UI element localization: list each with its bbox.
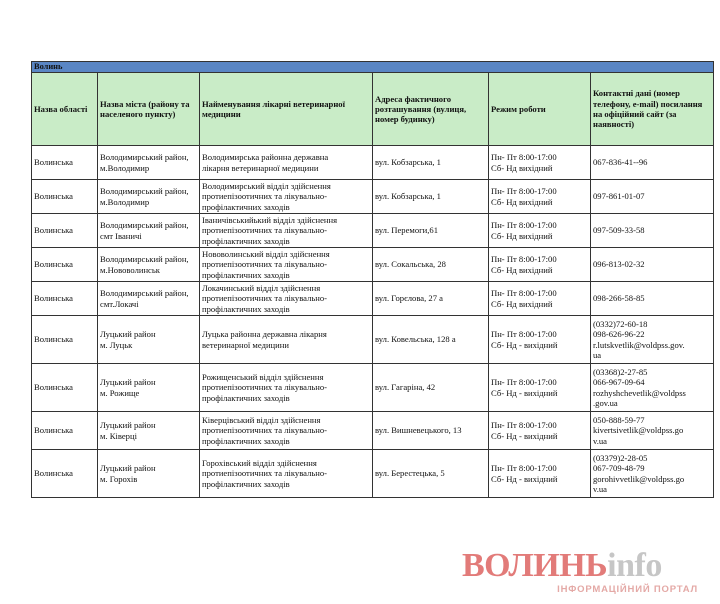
cell-line: r.lutskvetlik@voldpss.gov. [593,339,685,350]
header-hospital-name: Найменування лікарні ветеринарної медицини [200,73,373,146]
cell-line: смт.Локачі [100,298,139,309]
cell-line: Сб- Нд - вихідний [491,473,558,484]
contacts-cell [591,180,714,214]
hospital-name-cell [200,316,373,364]
table-row [32,364,714,412]
header-oblast: Назва області [32,73,98,146]
city-cell [98,282,200,316]
oblast-cell: Волинська [32,282,98,316]
cell-line: профілактичних заходів [202,235,290,246]
hospital-name-cell [200,282,373,316]
table-row [32,248,714,282]
oblast-cell: Волинська [32,364,98,412]
cell-line: Володимирський відділ здійснення [202,181,331,192]
cell-line: Пн- Пт 8:00-17:00 [491,463,557,474]
cell-line: Луцький район [100,420,156,431]
header-address: Адреса фактичного розташування (вулиця, номер будинку) [373,73,489,146]
cell-line: Пн- Пт 8:00-17:00 [491,377,557,388]
cell-line: м.Нововолинськ [100,264,160,275]
watermark-tagline: ІНФОРМАЦІЙНИЙ ПОРТАЛ [557,584,698,595]
cell-line: 097-509-33-58 [593,225,645,236]
oblast-cell: Волинська [32,214,98,248]
city-cell [98,248,200,282]
cell-line: профілактичних заходів [202,392,290,403]
cell-line: м.Володимир [100,162,150,173]
city-cell [98,364,200,412]
cell-line: м. Ківерці [100,430,137,441]
hospital-name-cell [200,450,373,498]
hospital-name-cell [200,146,373,180]
work-hours-cell [489,248,591,282]
cell-line: Нововолинський відділ здійснення [202,249,330,260]
work-hours-cell [489,180,591,214]
work-hours-cell [489,450,591,498]
contacts-cell [591,450,714,498]
cell-line: Пн- Пт 8:00-17:00 [491,220,557,231]
table-row [32,450,714,498]
cell-line: 067-836-41--96 [593,157,648,168]
cell-line: Сб- Нд вихідний [491,298,553,309]
veterinary-hospitals-table [31,61,714,498]
hospital-name-cell [200,364,373,412]
oblast-cell: Волинська [32,248,98,282]
address-cell: вул. Перемоги,61 [373,214,489,248]
hospital-name-cell [200,180,373,214]
volyn-info-watermark [462,548,712,598]
hospital-name-cell [200,214,373,248]
header-row [32,73,714,146]
cell-line: 066-967-09-64 [593,377,645,388]
oblast-cell: Волинська [32,412,98,450]
hospital-name-cell [200,412,373,450]
cell-line: Володимирська районна державна [202,152,329,163]
cell-line: Володимирський район, [100,152,189,163]
cell-line: протиепізоотичних та лікувально- [202,382,328,393]
table-body [32,146,714,498]
contacts-cell [591,214,714,248]
city-cell [98,180,200,214]
region-title-row [32,62,714,73]
cell-line: v.ua [593,483,607,494]
cell-line: 098-266-58-85 [593,293,645,304]
cell-line: протиепізоотичних та лікувально- [202,225,328,236]
cell-line: Луцький район [100,463,156,474]
hospital-name-cell [200,248,373,282]
cell-line: rozhyshchevetlik@voldpss [593,387,686,398]
watermark-logo-part2: info [607,547,662,584]
cell-line: 096-813-02-32 [593,259,645,270]
region-title: Волинь [32,62,714,73]
address-cell: вул. Ковельська, 128 а [373,316,489,364]
cell-line: Сб- Нд - вихідний [491,387,558,398]
cell-line: профілактичних заходів [202,269,290,280]
work-hours-cell [489,412,591,450]
cell-line: gorohivvetlik@voldpss.go [593,473,685,484]
contacts-cell [591,248,714,282]
cell-line: 098-626-96-22 [593,329,645,340]
city-cell [98,146,200,180]
cell-line: Пн- Пт 8:00-17:00 [491,186,557,197]
header-city: Назва міста (району та населеного пункту) [98,73,200,146]
cell-line: Пн- Пт 8:00-17:00 [491,254,557,265]
table-row [32,282,714,316]
city-cell [98,316,200,364]
cell-line: (0332)72-60-18 [593,318,648,329]
work-hours-cell [489,146,591,180]
city-cell [98,412,200,450]
watermark-logo [462,548,662,584]
cell-line: протиепізоотичних та лікувально- [202,425,328,436]
work-hours-cell [489,214,591,248]
cell-line: Сб- Нд - вихідний [491,430,558,441]
cell-line: ветеринарної медицини [202,339,289,350]
contacts-cell [591,146,714,180]
cell-line: (03379)2-28-05 [593,452,648,463]
oblast-cell: Волинська [32,316,98,364]
cell-line: Володимирський район, [100,254,189,265]
cell-line: 067-709-48-79 [593,463,645,474]
cell-line: 050-888-59-77 [593,415,645,426]
table-row [32,214,714,248]
cell-line: смт Іваничі [100,230,142,241]
address-cell: вул. Сокальська, 28 [373,248,489,282]
cell-line: Пн- Пт 8:00-17:00 [491,152,557,163]
table-row [32,412,714,450]
address-cell: вул. Берестецька, 5 [373,450,489,498]
oblast-cell: Волинська [32,450,98,498]
table-row [32,146,714,180]
cell-line: профілактичних заходів [202,303,290,314]
cell-line: протиепізоотичних та лікувально- [202,191,328,202]
cell-line: Пн- Пт 8:00-17:00 [491,288,557,299]
cell-line: Рожищенський відділ здійснення [202,372,324,383]
header-contacts: Контактні дані (номер телефону, e-mail) посилання на офіційний сайт (за наявності) [591,73,714,146]
contacts-cell [591,412,714,450]
work-hours-cell [489,282,591,316]
cell-line: Володимирський район, [100,186,189,197]
address-cell: вул. Горєлова, 27 а [373,282,489,316]
cell-line: Луцька районна державна лікарня [202,329,327,340]
watermark-logo-part1: ВОЛИНЬ [462,547,608,584]
cell-line: Ківерцівський відділ здійснення [202,415,321,426]
cell-line: лікарня ветеринарної медицини [202,162,319,173]
cell-line: протиепізоотичних та лікувально- [202,293,328,304]
cell-line: м. Луцьк [100,339,133,350]
cell-line: 097-861-01-07 [593,191,645,202]
cell-line: Луцький район [100,377,156,388]
cell-line: протиепізоотичних та лікувально- [202,468,328,479]
cell-line: v.ua [593,435,607,446]
cell-line: м. Рожище [100,387,140,398]
oblast-cell: Волинська [32,180,98,214]
work-hours-cell [489,316,591,364]
table-row [32,180,714,214]
cell-line: Володимирський район, [100,288,189,299]
city-cell [98,450,200,498]
cell-line: (03368)2-27-85 [593,366,648,377]
cell-line: профілактичних заходів [202,201,290,212]
contacts-cell [591,282,714,316]
cell-line: Сб- Нд вихідний [491,162,553,173]
cell-line: м. Горохів [100,473,138,484]
cell-line: Сб- Нд вихідний [491,230,553,241]
cell-line: ua [593,349,602,360]
cell-line: протиепізоотичних та лікувально- [202,259,328,270]
work-hours-cell [489,364,591,412]
cell-line: Іваничівськийький відділ здійснення [202,215,338,226]
oblast-cell: Волинська [32,146,98,180]
city-cell [98,214,200,248]
cell-line: Пн- Пт 8:00-17:00 [491,420,557,431]
address-cell: вул. Вишневецького, 13 [373,412,489,450]
contacts-cell [591,364,714,412]
address-cell: вул. Кобзарська, 1 [373,146,489,180]
cell-line: Горохівський відділ здійснення [202,458,317,469]
cell-line: .gov.ua [593,397,618,408]
cell-line: профілактичних заходів [202,478,290,489]
cell-line: профілактичних заходів [202,435,290,446]
cell-line: м.Володимир [100,196,150,207]
cell-line: Локачинський відділ здійснення [202,283,321,294]
cell-line: Сб- Нд вихідний [491,264,553,275]
cell-line: Сб- Нд - вихідний [491,339,558,350]
cell-line: Володимирський район, [100,220,189,231]
address-cell: вул. Гагаріна, 42 [373,364,489,412]
contacts-cell [591,316,714,364]
cell-line: Сб- Нд вихідний [491,196,553,207]
header-work-hours: Режим роботи [489,73,591,146]
cell-line: Луцький район [100,329,156,340]
table-row [32,316,714,364]
cell-line: kivertsivetlik@voldpss.go [593,425,684,436]
address-cell: вул. Кобзарська, 1 [373,180,489,214]
cell-line: Пн- Пт 8:00-17:00 [491,329,557,340]
